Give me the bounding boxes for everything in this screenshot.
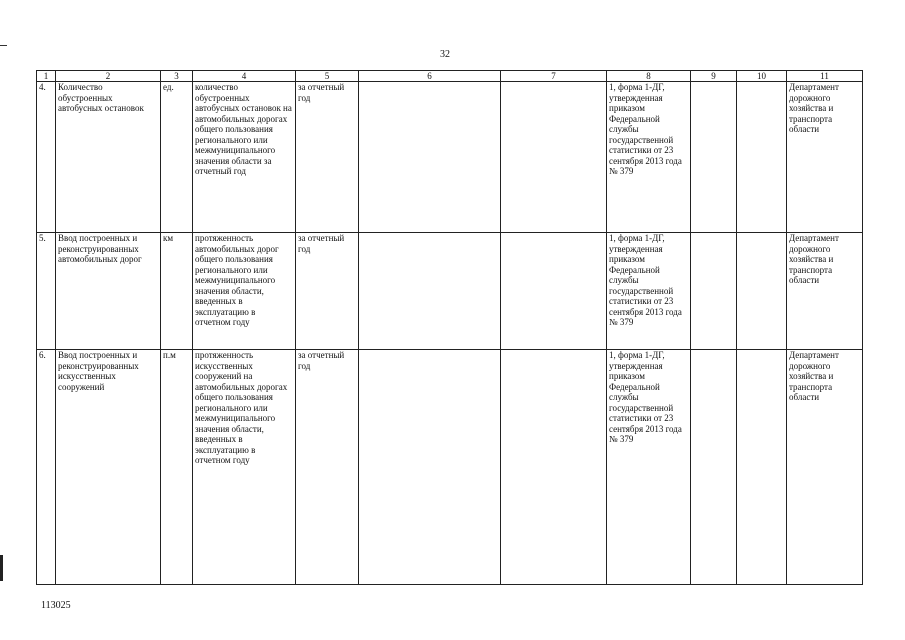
column-header: 6 [359, 71, 501, 82]
column-header: 8 [607, 71, 691, 82]
column-header: 10 [737, 71, 787, 82]
cell-col7 [501, 233, 607, 350]
cell-col10 [737, 350, 787, 585]
data-source: 1, форма 1-ДГ, утвержденная приказом Федеральной службы государственной статистики от 23 сентября 2013 года № 379 [607, 233, 691, 350]
column-header: 4 [193, 71, 296, 82]
cell-col6 [359, 82, 501, 233]
page-number: 32 [440, 49, 450, 60]
cell-col10 [737, 233, 787, 350]
column-header: 9 [691, 71, 737, 82]
indicator-definition: протяженность автомобильных дорог общего пользования регионального или межмуниципального значения области, введенных в эксплуатацию в отчетном году [193, 233, 296, 350]
indicator-name: Количество обустроенных автобусных остановок [56, 82, 161, 233]
column-header: 1 [37, 71, 56, 82]
indicators-table [36, 70, 863, 585]
unit-of-measure: км [161, 233, 193, 350]
cell-col9 [691, 350, 737, 585]
indicator-definition: протяженность искусственных сооружений на автомобильных дорогах общего пользования регионального или межмуниципального значения области, введенных в эксплуатацию в отчетном году [193, 350, 296, 585]
cell-col6 [359, 350, 501, 585]
unit-of-measure: ед. [161, 82, 193, 233]
responsible-body: Департамент дорожного хозяйства и транспорта области [787, 350, 863, 585]
responsible-body: Департамент дорожного хозяйства и транспорта области [787, 82, 863, 233]
column-number-row [37, 71, 863, 82]
cell-col9 [691, 82, 737, 233]
time-period: за отчетный год [296, 350, 359, 585]
table-row [37, 233, 863, 350]
table-row [37, 350, 863, 585]
row-number: 5. [37, 233, 56, 350]
row-number: 6. [37, 350, 56, 585]
cell-col7 [501, 82, 607, 233]
column-header: 7 [501, 71, 607, 82]
time-period: за отчетный год [296, 82, 359, 233]
scan-margin-mark [0, 555, 3, 581]
data-source: 1, форма 1-ДГ, утвержденная приказом Федеральной службы государственной статистики от 23 сентября 2013 года № 379 [607, 82, 691, 233]
margin-tick-mark [0, 45, 7, 46]
cell-col6 [359, 233, 501, 350]
column-header: 5 [296, 71, 359, 82]
indicator-definition: количество обустроенных автобусных остановок на автомобильных дорогах общего пользования регионального или межмуниципального значения области за отчетный год [193, 82, 296, 233]
document-code: 113025 [41, 600, 71, 611]
responsible-body: Департамент дорожного хозяйства и транспорта области [787, 233, 863, 350]
cell-col7 [501, 350, 607, 585]
cell-col10 [737, 82, 787, 233]
indicator-name: Ввод построенных и реконструированных автомобильных дорог [56, 233, 161, 350]
cell-col9 [691, 233, 737, 350]
table-row [37, 82, 863, 233]
column-header: 3 [161, 71, 193, 82]
data-source: 1, форма 1-ДГ, утвержденная приказом Федеральной службы государственной статистики от 23 сентября 2013 года № 379 [607, 350, 691, 585]
indicator-name: Ввод построенных и реконструированных искусственных сооружений [56, 350, 161, 585]
column-header: 11 [787, 71, 863, 82]
time-period: за отчетный год [296, 233, 359, 350]
column-header: 2 [56, 71, 161, 82]
unit-of-measure: п.м [161, 350, 193, 585]
row-number: 4. [37, 82, 56, 233]
